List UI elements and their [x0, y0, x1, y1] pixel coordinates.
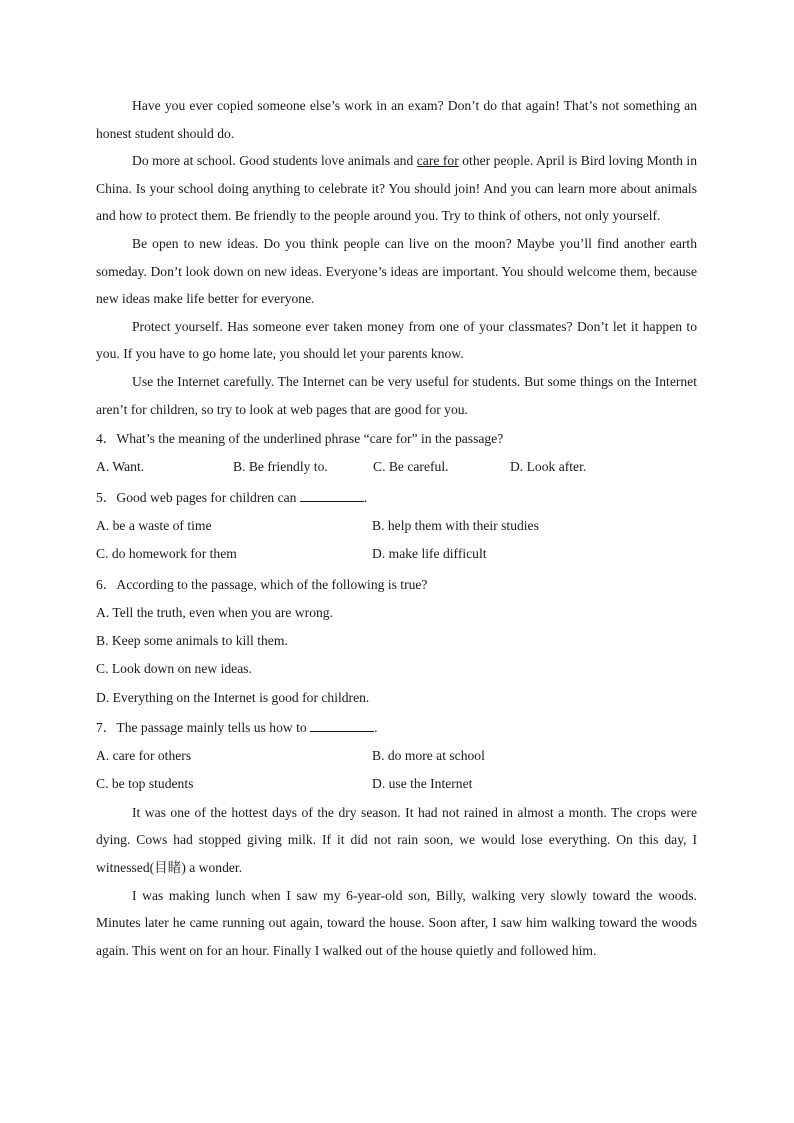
option-c[interactable]: C. Look down on new ideas. [96, 661, 252, 677]
underlined-phrase: care for [416, 153, 459, 169]
passage1-paragraph-1: Have you ever copied someone else’s work in an exam? Don’t do that again! That’s not something an honest student should do. [96, 98, 697, 141]
question-7-stem [96, 713, 697, 742]
answer-blank[interactable] [300, 489, 364, 502]
option-b[interactable]: B. Keep some animals to kill them. [96, 632, 288, 648]
question-end: . [374, 719, 378, 735]
question-4-options [96, 453, 697, 482]
paragraph-text: other people. April is Bird loving Month in China. Is your school doing anything to celebrate it? You should join! And you can learn more about animals and how to protect them. Be friendly to the people around you. Try to think of others, not only yourself. [96, 153, 697, 224]
option-c[interactable]: C. be top students [96, 776, 194, 792]
option-d[interactable]: D. Everything on the Internet is good for children. [96, 689, 370, 705]
question-5-stem [96, 483, 697, 512]
passage2-paragraph-1: It was one of the hottest days of the dry season. It had not rained in almost a month. The crops were dying. Cows had stopped giving milk. If it did not rain soon, we would lose everything. On this day, I witnessed(目睹) a wonder. [96, 804, 697, 875]
question-5-options-row-1 [96, 512, 697, 541]
question-7-options-row-1 [96, 742, 697, 771]
passage1-paragraph-5: Use the Internet carefully. The Internet can be very useful for students. But some things on the Internet aren’t for children, so try to look at web pages that are good for you. [96, 373, 697, 417]
passage1-paragraph-2 [96, 147, 697, 230]
question-4-stem: 4．What’s the meaning of the underlined phrase “care for” in the passage? [96, 431, 504, 447]
option-d[interactable]: D. Look after. [510, 459, 587, 475]
option-d[interactable]: D. use the Internet [372, 776, 473, 792]
question-7-options-row-2 [96, 770, 697, 799]
question-end: . [363, 489, 368, 505]
option-a[interactable]: A. care for others [96, 747, 192, 763]
question-6-stem: 6．According to the passage, which of the following is true? [96, 576, 428, 592]
answer-blank[interactable] [310, 719, 374, 732]
question-text: 5．Good web pages for children can [96, 489, 297, 505]
passage1-paragraph-4: Protect yourself. Has someone ever taken money from one of your classmates? Don’t let it happen to you. If you have to go home late, you should let your parents know. [96, 318, 697, 362]
option-b[interactable]: B. Be friendly to. [233, 459, 328, 475]
option-a[interactable]: A. be a waste of time [96, 517, 212, 533]
option-a[interactable]: A. Tell the truth, even when you are wrong. [96, 604, 334, 620]
option-d[interactable]: D. make life difficult [372, 546, 487, 562]
page-content [96, 92, 697, 964]
passage2-paragraph-2: I was making lunch when I saw my 6-year-old son, Billy, walking very slowly toward the woods. Minutes later he came running out again, toward the house. Soon after, I saw him walking toward the woods again. This went on for an hour. Finally I walked out of the house quietly and followed him. [96, 887, 697, 958]
question-5-options-row-2 [96, 540, 697, 569]
option-a[interactable]: A. Want. [96, 459, 145, 475]
option-b[interactable]: B. do more at school [372, 747, 485, 763]
question-text: 7．The passage mainly tells us how to [96, 719, 307, 735]
option-c[interactable]: C. Be careful. [373, 459, 449, 475]
option-b[interactable]: B. help them with their studies [372, 517, 539, 533]
passage1-paragraph-3: Be open to new ideas. Do you think people can live on the moon? Maybe you’ll find another earth someday. Don’t look down on new ideas. Everyone’s ideas are important. You should welcome them, because new ideas make life better for everyone. [96, 235, 697, 307]
paragraph-text: Do more at school. Good students love animals and [132, 153, 417, 169]
option-c[interactable]: C. do homework for them [96, 546, 237, 562]
